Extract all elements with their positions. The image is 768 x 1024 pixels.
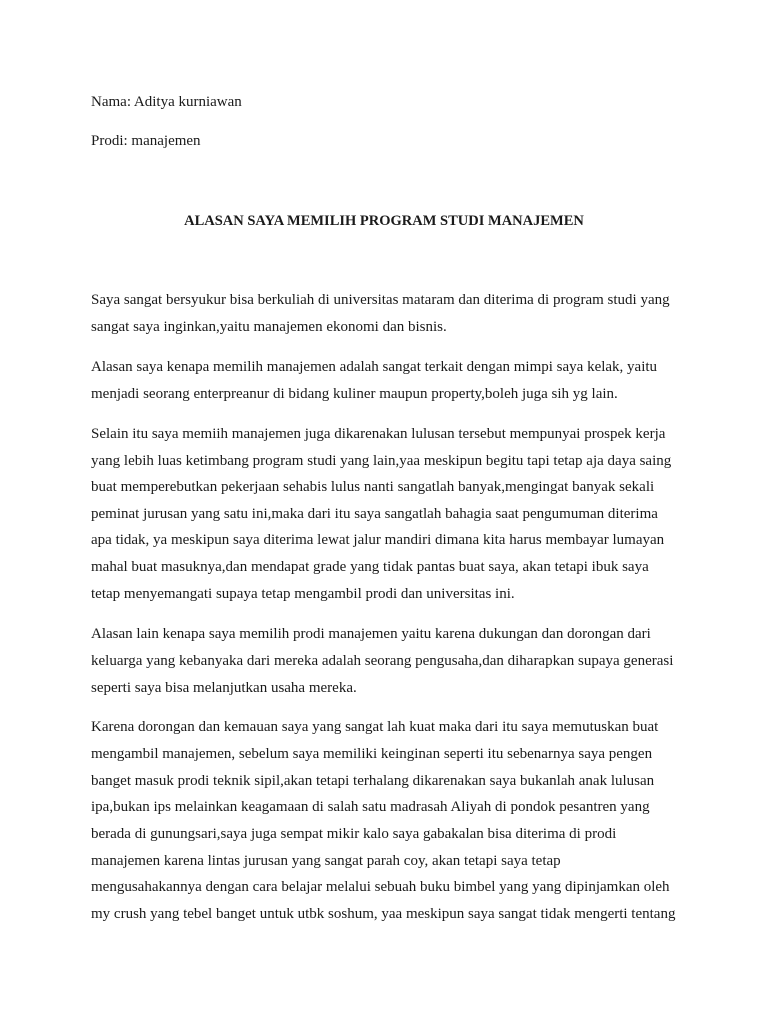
paragraph-line: peminat jurusan yang satu ini,maka dari itu saya sangatlah bahagia saat pengumuman diterima: [91, 506, 658, 522]
paragraph-line: my crush yang tebel banget untuk utbk soshum, yaa meskipun saya sangat tidak mengerti tentang: [91, 906, 676, 922]
paragraph-line: ipa,bukan ips melainkan keagamaan di salah satu madrasah Aliyah di pondok pesantren yang: [91, 799, 650, 815]
paragraph-line: mengusahakannya dengan cara belajar melalui sebuah buku bimbel yang yang dipinjamkan oleh: [91, 879, 670, 895]
paragraph-line: keluarga yang kebanyaka dari mereka adalah seorang pengusaha,dan diharapkan supaya generasi: [91, 653, 674, 669]
paragraph-line: seperti saya bisa melanjutkan usaha mereka.: [91, 680, 357, 696]
paragraph-line: Karena dorongan dan kemauan saya yang sangat lah kuat maka dari itu saya memutuskan buat: [91, 719, 659, 735]
paragraph-line: apa tidak, ya meskipun saya diterima lewat jalur mandiri dimana kita harus membayar lumayan: [91, 532, 665, 548]
paragraph-line: Saya sangat bersyukur bisa berkuliah di universitas mataram dan diterima di program studi yang: [91, 292, 670, 308]
paragraph-line: Selain itu saya memiih manajemen juga dikarenakan lulusan tersebut mempunyai prospek kerja: [91, 426, 666, 442]
student-name: Nama: Aditya kurniawan: [91, 94, 242, 110]
paragraph-line: mengambil manajemen, sebelum saya memiliki keinginan seperti itu sebenarnya saya pengen: [91, 746, 653, 762]
paragraph-line: yang lebih luas ketimbang program studi yang lain,yaa meskipun begitu tapi tetap aja daya saing: [91, 453, 672, 469]
paragraph-line: manajemen karena lintas jurusan yang sangat parah coy, akan tetapi saya tetap: [91, 853, 561, 869]
paragraph-line: sangat saya inginkan,yaitu manajemen ekonomi dan bisnis.: [91, 319, 447, 335]
paragraph-line: tetap menyemangati supaya tetap mengambil prodi dan universitas ini.: [91, 586, 515, 602]
paragraph-line: menjadi seorang enterpreanur di bidang kuliner maupun property,boleh juga sih yg lain.: [91, 386, 618, 402]
paragraph-line: Alasan lain kenapa saya memilih prodi manajemen yaitu karena dukungan dan dorongan dari: [91, 626, 651, 642]
paragraph-line: mahal buat masuknya,dan mendapat grade yang tidak pantas buat saya, akan tetapi ibuk saya: [91, 559, 649, 575]
document-title: ALASAN SAYA MEMILIH PROGRAM STUDI MANAJEMEN: [184, 213, 584, 229]
paragraph-line: berada di gunungsari,saya juga sempat mikir kalo saya gabakalan bisa diterima di prodi: [91, 826, 617, 842]
paragraph-line: buat memperebutkan pekerjaan sehabis lulus nanti sangatlah banyak,mengingat banyak sekali: [91, 479, 655, 495]
paragraph-line: banget masuk prodi teknik sipil,akan tetapi terhalang dikarenakan saya bukanlah anak lulusan: [91, 773, 655, 789]
paragraph-line: Alasan saya kenapa memilih manajemen adalah sangat terkait dengan mimpi saya kelak, yaitu: [91, 359, 658, 375]
study-program: Prodi: manajemen: [91, 133, 201, 149]
